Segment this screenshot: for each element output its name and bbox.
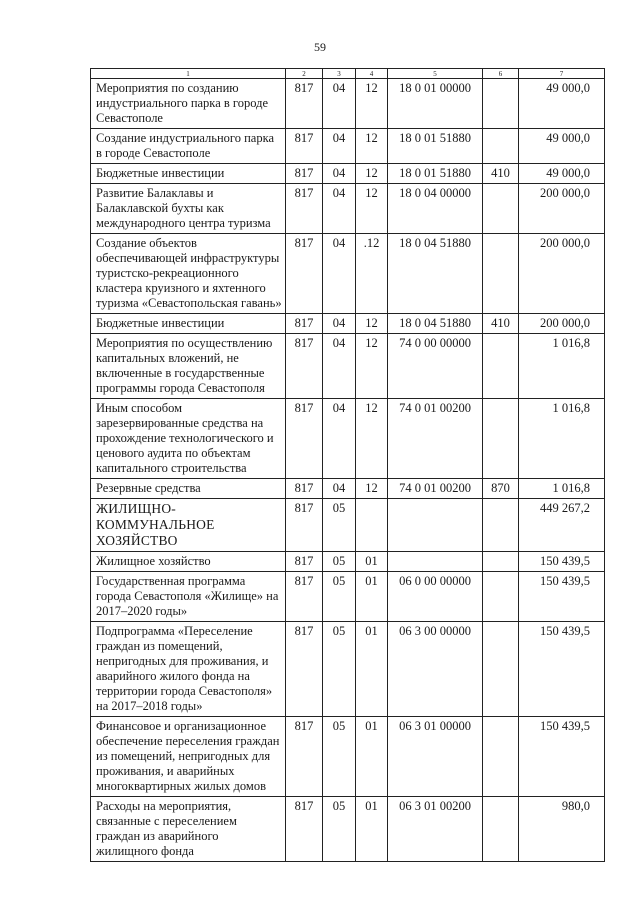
budget-table xyxy=(90,68,605,862)
table-row xyxy=(91,334,605,399)
row-target-article: 74 0 01 00200 xyxy=(388,479,483,499)
row-name: Развитие Балаклавы и Балаклавской бухты как международного центра туризма xyxy=(91,184,286,234)
row-section-code: 04 xyxy=(323,164,356,184)
row-section-code: 05 xyxy=(323,717,356,797)
row-name: Создание объектов обеспечивающей инфраструктуры туристско-рекреационного кластера круизного и яхтенного туризма «Севастопольская гавань» xyxy=(91,234,286,314)
row-amount: 150 439,5 xyxy=(519,552,605,572)
row-subsection-code: 12 xyxy=(356,129,388,164)
table-row xyxy=(91,797,605,862)
table-row xyxy=(91,499,605,552)
row-grbs: 817 xyxy=(286,499,323,552)
table-row xyxy=(91,399,605,479)
row-name: Финансовое и организационное обеспечение переселения граждан из помещений, непригодных для проживания, и аварийных многоквартирных жилых домов xyxy=(91,717,286,797)
row-section-code: 05 xyxy=(323,572,356,622)
row-subsection-code: 12 xyxy=(356,79,388,129)
row-grbs: 817 xyxy=(286,717,323,797)
row-amount: 49 000,0 xyxy=(519,79,605,129)
column-header: 4 xyxy=(356,69,388,79)
column-header: 3 xyxy=(323,69,356,79)
row-grbs: 817 xyxy=(286,129,323,164)
row-grbs: 817 xyxy=(286,797,323,862)
row-target-article: 18 0 04 51880 xyxy=(388,234,483,314)
row-grbs: 817 xyxy=(286,184,323,234)
row-expense-type: 410 xyxy=(483,314,519,334)
row-target-article: 06 3 00 00000 xyxy=(388,622,483,717)
table-row xyxy=(91,314,605,334)
row-amount: 150 439,5 xyxy=(519,572,605,622)
row-target-article: 06 0 00 00000 xyxy=(388,572,483,622)
row-expense-type xyxy=(483,552,519,572)
row-target-article xyxy=(388,552,483,572)
row-section-code: 04 xyxy=(323,399,356,479)
row-target-article: 18 0 01 00000 xyxy=(388,79,483,129)
row-expense-type xyxy=(483,622,519,717)
row-target-article: 18 0 01 51880 xyxy=(388,129,483,164)
row-name: Создание индустриального парка в городе Севастополе xyxy=(91,129,286,164)
row-target-article: 18 0 01 51880 xyxy=(388,164,483,184)
row-subsection-code: 01 xyxy=(356,572,388,622)
row-subsection-code: 12 xyxy=(356,399,388,479)
row-expense-type xyxy=(483,184,519,234)
row-section-code: 04 xyxy=(323,314,356,334)
column-header: 1 xyxy=(91,69,286,79)
row-name: Мероприятия по созданию индустриального парка в городе Севастополе xyxy=(91,79,286,129)
row-subsection-code: 12 xyxy=(356,184,388,234)
page-number: 59 xyxy=(314,40,326,54)
row-amount: 49 000,0 xyxy=(519,164,605,184)
row-subsection-code: 01 xyxy=(356,552,388,572)
row-expense-type xyxy=(483,399,519,479)
row-amount: 1 016,8 xyxy=(519,479,605,499)
row-grbs: 817 xyxy=(286,334,323,399)
row-target-article: 74 0 01 00200 xyxy=(388,399,483,479)
row-target-article xyxy=(388,499,483,552)
row-subsection-code: 12 xyxy=(356,334,388,399)
row-expense-type: 410 xyxy=(483,164,519,184)
row-subsection-code xyxy=(356,499,388,552)
row-amount: 449 267,2 xyxy=(519,499,605,552)
column-header: 7 xyxy=(519,69,605,79)
row-subsection-code: 12 xyxy=(356,479,388,499)
row-name: Мероприятия по осуществлению капитальных вложений, не включенные в государственные программы города Севастополя xyxy=(91,334,286,399)
row-amount: 49 000,0 xyxy=(519,129,605,164)
table-row xyxy=(91,184,605,234)
row-expense-type xyxy=(483,797,519,862)
row-subsection-code: 12 xyxy=(356,314,388,334)
row-amount: 200 000,0 xyxy=(519,314,605,334)
row-amount: 200 000,0 xyxy=(519,184,605,234)
row-name: Резервные средства xyxy=(91,479,286,499)
row-section-code: 05 xyxy=(323,622,356,717)
column-header: 6 xyxy=(483,69,519,79)
row-amount: 200 000,0 xyxy=(519,234,605,314)
row-expense-type xyxy=(483,499,519,552)
row-target-article: 18 0 04 51880 xyxy=(388,314,483,334)
column-number-row xyxy=(91,69,605,79)
row-grbs: 817 xyxy=(286,479,323,499)
row-amount: 150 439,5 xyxy=(519,717,605,797)
row-name: Расходы на мероприятия, связанные с переселением граждан из аварийного жилищного фонда xyxy=(91,797,286,862)
row-grbs: 817 xyxy=(286,399,323,479)
row-subsection-code: .12 xyxy=(356,234,388,314)
column-header: 2 xyxy=(286,69,323,79)
row-grbs: 817 xyxy=(286,164,323,184)
row-name: Жилищное хозяйство xyxy=(91,552,286,572)
table-row xyxy=(91,79,605,129)
row-section-code: 05 xyxy=(323,499,356,552)
row-name: Государственная программа города Севастополя «Жилище» на 2017–2020 годы» xyxy=(91,572,286,622)
row-expense-type xyxy=(483,334,519,399)
row-section-code: 04 xyxy=(323,479,356,499)
row-expense-type xyxy=(483,129,519,164)
row-section-code: 05 xyxy=(323,552,356,572)
row-subsection-code: 01 xyxy=(356,622,388,717)
row-target-article: 74 0 00 00000 xyxy=(388,334,483,399)
row-name: ЖИЛИЩНО-КОММУНАЛЬНОЕ ХОЗЯЙСТВО xyxy=(91,499,286,552)
row-grbs: 817 xyxy=(286,79,323,129)
row-name: Подпрограмма «Переселение граждан из помещений, непригодных для проживания, и аварийного жилого фонда на территории города Севастополя» на 2017–2018 годы» xyxy=(91,622,286,717)
row-section-code: 05 xyxy=(323,797,356,862)
row-subsection-code: 12 xyxy=(356,164,388,184)
row-amount: 980,0 xyxy=(519,797,605,862)
table-row xyxy=(91,572,605,622)
row-target-article: 06 3 01 00000 xyxy=(388,717,483,797)
table-row xyxy=(91,164,605,184)
table-row xyxy=(91,622,605,717)
table-row xyxy=(91,552,605,572)
row-grbs: 817 xyxy=(286,552,323,572)
row-grbs: 817 xyxy=(286,234,323,314)
table-row xyxy=(91,129,605,164)
row-name: Иным способом зарезервированные средства на прохождение технологического и ценового аудита по объектам капитального строительства xyxy=(91,399,286,479)
row-subsection-code: 01 xyxy=(356,717,388,797)
row-expense-type xyxy=(483,717,519,797)
row-grbs: 817 xyxy=(286,572,323,622)
row-section-code: 04 xyxy=(323,79,356,129)
row-target-article: 18 0 04 00000 xyxy=(388,184,483,234)
row-grbs: 817 xyxy=(286,314,323,334)
row-grbs: 817 xyxy=(286,622,323,717)
row-section-code: 04 xyxy=(323,334,356,399)
row-subsection-code: 01 xyxy=(356,797,388,862)
table-body xyxy=(91,79,605,862)
table-row xyxy=(91,717,605,797)
row-amount: 1 016,8 xyxy=(519,334,605,399)
table-row xyxy=(91,479,605,499)
table-row xyxy=(91,234,605,314)
row-section-code: 04 xyxy=(323,184,356,234)
row-amount: 1 016,8 xyxy=(519,399,605,479)
row-section-code: 04 xyxy=(323,234,356,314)
row-expense-type xyxy=(483,572,519,622)
row-target-article: 06 3 01 00200 xyxy=(388,797,483,862)
row-amount: 150 439,5 xyxy=(519,622,605,717)
row-expense-type xyxy=(483,234,519,314)
column-header: 5 xyxy=(388,69,483,79)
row-expense-type xyxy=(483,79,519,129)
row-expense-type: 870 xyxy=(483,479,519,499)
row-name: Бюджетные инвестиции xyxy=(91,314,286,334)
row-name: Бюджетные инвестиции xyxy=(91,164,286,184)
row-section-code: 04 xyxy=(323,129,356,164)
